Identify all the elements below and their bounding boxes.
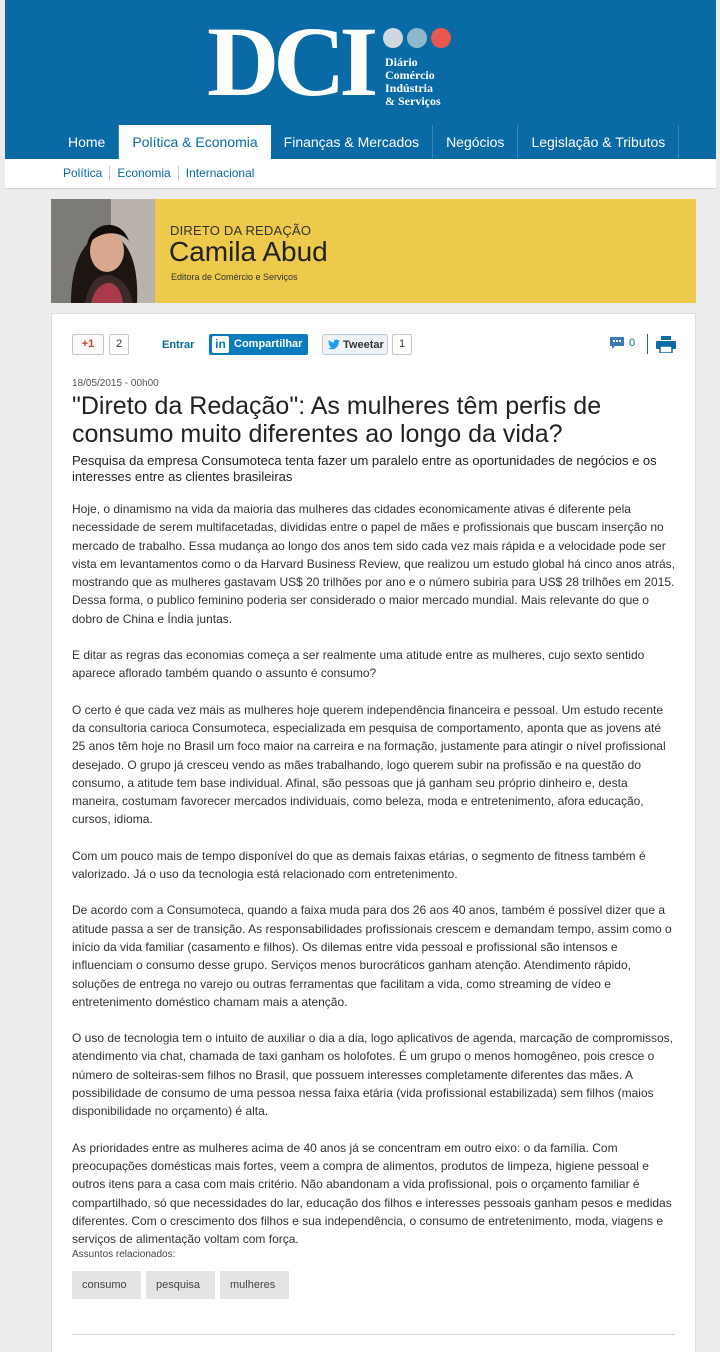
gplus-count: 2 (109, 334, 129, 355)
sub-nav (5, 159, 716, 189)
logo-tagline (385, 56, 465, 108)
related-topics-label: Assuntos relacionados: (72, 1249, 176, 1260)
twitter-bird-icon (328, 339, 340, 350)
tweet-label: Tweetar (343, 339, 384, 351)
comment-bubble-icon (609, 336, 625, 350)
subnav-item-politica[interactable]: Política (57, 166, 110, 180)
article-paragraph: O certo é que cada vez mais as mulheres hoje querem independência financeira e pessoal. Um estudo recente da consultoria carioca Consumoteca, especializada em pesquisa de comportamento, aponta que as jovens até 25 anos têm hoje no Brasil um foco maior na carreira e na formação, justamente para atingir o nível profissional desejado. O grupo já cresceu vendo as mães trabalhando, logo querem subir na profissão e na questão do consumo, a atitude tem base individual. Afinal, são pessoas que já ganham seu próprio dinheiro e, desta maneira, costumam favorecer mercados individuais, como beleza, moda e entretenimento, afora educação, cursos, idioma. (72, 702, 666, 827)
logo-dot (431, 28, 451, 48)
article-paragraph: Com um pouco mais de tempo disponível do que as demais faixas etárias, o segmento de fitness também é valorizado. Já o uso da tecnologia está relacionado com entretenimento. (72, 848, 646, 882)
tweet-button[interactable] (322, 334, 388, 355)
article-paragraph: De acordo com a Consumoteca, quando a faixa muda para dos 26 aos 40 anos, também é possível dizer que a atitude passa a ser de transição. As responsabilidades profissionais crescem e demandam tempo, assim como o início da vida familiar (casamento e filhos). Os dilemas entre vida pessoal e profissional são intensos e influenciam o consumo desse grupo. Serviços menos burocráticos ganham atenção. Atendimento rápido, soluções de entrega no varejo ou outras ferramentas que facilitam a vida, como streaming de vídeo e entretenimento doméstico chamam mais a atenção. (72, 903, 672, 1009)
comments-link[interactable] (609, 335, 639, 355)
article-paragraph: As prioridades entre as mulheres acima de 40 anos já se concentram em outro eixo: o da família. Com preocupações domésticas mais fortes, veem a compra de alimentos, produtos de limpeza, higiene pessoal e outros itens para a casa com mais critério. Não abandonam a vida profissional, pois o orçamento familiar é compartilhado, só que necessidades do lar, educação dos filhos e interesses pessoais ganham pesos e medidas diferentes. Com o crescimento dos filhos e sua independência, o consumo de entretenimento, moda, viagens e serviços de alimentação voltam com força. (72, 1140, 672, 1247)
nav-item-negocios[interactable]: Negócios (433, 125, 518, 159)
google-plus-button[interactable] (72, 334, 104, 355)
tagline-line: Indústria (385, 81, 434, 95)
logo-wordmark: DCI (207, 6, 373, 117)
logo-dot (407, 28, 427, 48)
tagline-line: Comércio (385, 68, 435, 82)
nav-item-home[interactable]: Home (55, 125, 119, 159)
tag-mulheres[interactable]: mulheres (220, 1271, 289, 1299)
tagline-line: & Serviços (385, 94, 441, 108)
article-body (72, 500, 677, 1266)
google-plus-icon (82, 338, 95, 350)
comment-count: 0 (629, 337, 636, 349)
gplus-label: +1 (81, 338, 95, 350)
printer-icon (656, 336, 676, 353)
article-subtitle: Pesquisa da empresa Consumoteca tenta fazer um paralelo entre as oportunidades de negócios e os interesses entre as clientes brasileiras (72, 453, 657, 484)
subnav-item-internacional[interactable]: Internacional (185, 166, 255, 180)
author-portrait-image (51, 199, 155, 303)
share-divider (647, 334, 648, 354)
subnav-item-economia[interactable]: Economia (110, 166, 178, 180)
print-button[interactable] (656, 336, 676, 358)
login-link[interactable]: Entrar (162, 339, 195, 351)
column-kicker: DIRETO DA REDAÇÃO (170, 223, 312, 238)
article-paragraph: O uso de tecnologia tem o intuito de auxiliar o dia a dia, logo aplicativos de agenda, marcação de compromissos, atendimento via chat, chamada de taxi ganham os holofotes. É um grupo o menos homogêneo, pois cresce o número de solteiras-sem filhos no Brasil, que possuem interesses completamente diferentes das mães. A possibilidade de consumo de uma pessoa nessa faixa etária (vida profissional estabilizada) sem filhos (maios disponibilidade no orçamento) é alta. (72, 1031, 674, 1119)
tweet-count: 1 (392, 334, 412, 355)
author-role: Editora de Comércio e Serviços (171, 272, 298, 282)
nav-item-legislacao-tributos[interactable]: Legislação & Tributos (518, 125, 679, 159)
nav-item-politica-economia[interactable]: Política & Economia (119, 125, 270, 159)
tagline-line: Diário (385, 55, 418, 69)
logo-dot (383, 28, 403, 48)
share-bar (72, 334, 682, 356)
divider (72, 1334, 675, 1335)
article-paragraph: E ditar as regras das economias começa a ser realmente uma atitude entre as mulheres, cujo sexto sentido aparece aflorado também quando o assunto é consumo? (72, 648, 645, 681)
linkedin-icon: in (212, 336, 229, 353)
main-nav (55, 125, 679, 159)
article-card (51, 313, 696, 1352)
tag-consumo[interactable]: consumo (72, 1271, 141, 1299)
site-header (5, 0, 716, 159)
related-tags (72, 1271, 289, 1299)
article-paragraph: Hoje, o dinamismo na vida da maioria das mulheres das cidades economicamente ativas é diferente pela necessidade de serem multifacetadas, divididas entre o papel de mães e profissionais que buscam inserção no mercado de trabalho. Essa mudança ao longo dos anos tem sido cada vez mais rápida e a velocidade pode ser vista em levantamentos como o da Harvard Business Review, que realizou um estudo global há cinco anos atrás, mostrando que as mulheres gastavam US$ 20 trilhões por ano e o número subiria para US$ 28 trilhões em 2015. Dessa forma, o publico feminino poderia ser considerado o maior mercado mundial. Mais relevante do que o dobro de China e Índia juntas. (72, 502, 675, 626)
author-name[interactable]: Camila Abud (169, 236, 328, 267)
logo-dots (383, 28, 451, 48)
author-photo (51, 199, 155, 303)
tag-pesquisa[interactable]: pesquisa (146, 1271, 215, 1299)
article-title: "Direto da Redação": As mulheres têm perfis de consumo muito diferentes ao longo da vida? (72, 392, 602, 448)
article-date: 18/05/2015 - 00h00 (72, 378, 159, 389)
column-banner (51, 199, 696, 303)
linkedin-share-label: Compartilhar (234, 338, 303, 350)
linkedin-share-button[interactable] (209, 334, 308, 355)
nav-item-financas-mercados[interactable]: Finanças & Mercados (271, 125, 433, 159)
